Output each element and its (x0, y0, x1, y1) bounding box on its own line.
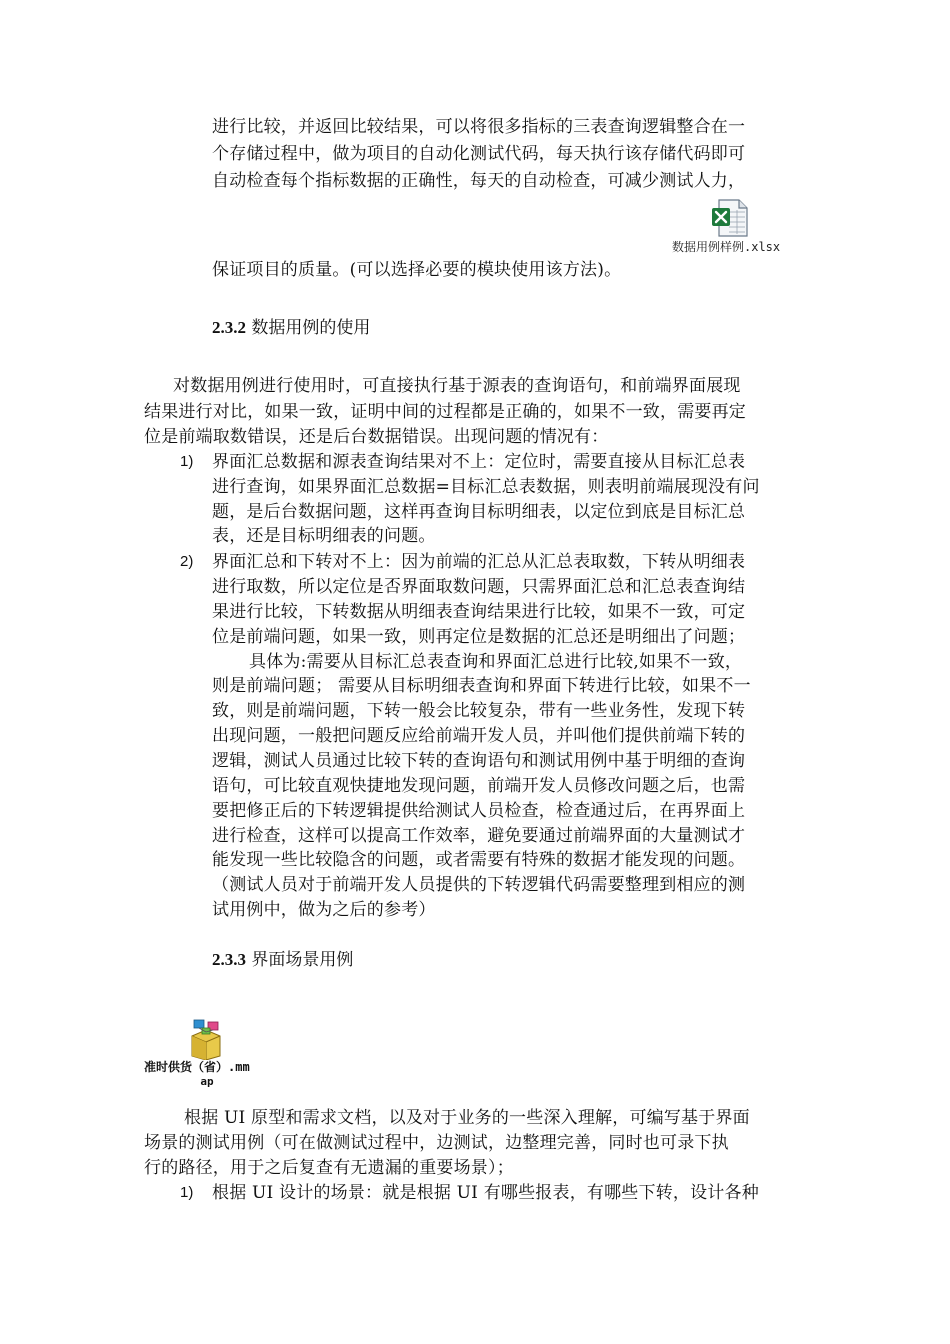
list-item-line: 语句，可比较直观快捷地发现问题，前端开发人员修改问题之后，也需 (212, 776, 746, 796)
section-number: 2.3.2 (212, 318, 246, 337)
list-item-line: 致，则是前端问题，下转一般会比较复杂，带有一些业务性，发现下转 (212, 701, 746, 721)
list-item-line: 界面汇总和下转对不上：因为前端的汇总从汇总表取数，下转从明细表 (212, 552, 746, 572)
list-number: 2) (180, 553, 194, 570)
paragraph-line: 个存储过程中，做为项目的自动化测试代码，每天执行该存储代码即可 (212, 144, 746, 164)
paragraph-line: 自动检查每个指标数据的正确性，每天的自动检查，可减少测试人力， (212, 171, 746, 191)
list-item-line: 根据 UI 设计的场景：就是根据 UI 有哪些报表，有哪些下转，设计各种 (212, 1183, 759, 1203)
list-item-line: （测试人员对于前端开发人员提供的下转逻辑代码需要整理到相应的测 (212, 875, 746, 895)
list-item-line: 位是前端问题，如果一致，则再定位是数据的汇总还是明细出了问题； (212, 627, 746, 647)
list-item-line: 题，是后台数据问题，这样再查询目标明细表，以定位到底是目标汇总 (212, 502, 746, 522)
paragraph-line: 进行比较，并返回比较结果，可以将很多指标的三表查询逻辑整合在一 (212, 117, 746, 137)
section-heading (212, 948, 353, 972)
list-item-line: 进行取数，所以定位是否界面取数问题，只需界面汇总和汇总表查询结 (212, 577, 746, 597)
list-item-line: 出现问题，一般把问题反应给前端开发人员，并叫他们提供前端下转的 (212, 726, 746, 746)
paragraph-line: 保证项目的质量。(可以选择必要的模块使用该方法)。 (212, 260, 622, 280)
xlsx-attachment[interactable] (672, 198, 794, 260)
attachment-caption: 数据用例样例.xlsx (672, 240, 781, 254)
section-number: 2.3.3 (212, 950, 246, 969)
list-number: 1) (180, 1184, 194, 1201)
section-title: 数据用例的使用 (251, 318, 371, 338)
list-item-line: 进行查询，如果界面汇总数据=目标汇总表数据，则表明前端展现没有问 (212, 477, 760, 497)
paragraph-line: 位是前端取数错误，还是后台数据错误。出现问题的情况有： (144, 427, 609, 447)
mindmap-attachment[interactable] (144, 1015, 274, 1095)
list-item-line: 果进行比较，下转数据从明细表查询结果进行比较，如果不一致，可定 (212, 602, 746, 622)
attachment-caption: 准时供货（省）.mm (144, 1060, 250, 1074)
mindmap-file-icon (188, 1018, 224, 1060)
list-item-line: 试用例中，做为之后的参考） (212, 900, 436, 920)
list-item-line: 要把修正后的下转逻辑提供给测试人员检查，检查通过后，在再界面上 (212, 801, 746, 821)
paragraph-line: 行的路径，用于之后复查有无遗漏的重要场景）； (144, 1158, 514, 1178)
list-number: 1) (180, 453, 194, 470)
paragraph-line: 场景的测试用例（可在做测试过程中，边测试，边整理完善，同时也可录下执 (144, 1133, 729, 1153)
list-item-line: 表，还是目标明细表的问题。 (212, 526, 436, 546)
list-item-line: 界面汇总数据和源表查询结果对不上：定位时，需要直接从目标汇总表 (212, 452, 746, 472)
excel-file-icon (711, 198, 749, 238)
paragraph-line: 根据 UI 原型和需求文档，以及对于业务的一些深入理解，可编写基于界面 (184, 1108, 750, 1128)
list-item-line: 具体为:需要从目标汇总表查询和界面汇总进行比较,如果不一致， (249, 652, 743, 672)
list-item-line: 则是前端问题； 需要从目标明细表查询和界面下转进行比较，如果不一 (212, 676, 751, 696)
section-heading (212, 316, 370, 340)
section-title: 界面场景用例 (251, 950, 354, 970)
attachment-caption: ap (200, 1075, 214, 1088)
list-item-line: 逻辑，测试人员通过比较下转的查询语句和测试用例中基于明细的查询 (212, 751, 746, 771)
list-item-line: 能发现一些比较隐含的问题，或者需要有特殊的数据才能发现的问题。 (212, 850, 746, 870)
paragraph-line: 对数据用例进行使用时，可直接执行基于源表的查询语句，和前端界面展现 (173, 376, 741, 396)
list-item-line: 进行检查，这样可以提高工作效率，避免要通过前端界面的大量测试才 (212, 826, 746, 846)
paragraph-line: 结果进行对比，如果一致，证明中间的过程都是正确的，如果不一致，需要再定 (144, 402, 746, 422)
